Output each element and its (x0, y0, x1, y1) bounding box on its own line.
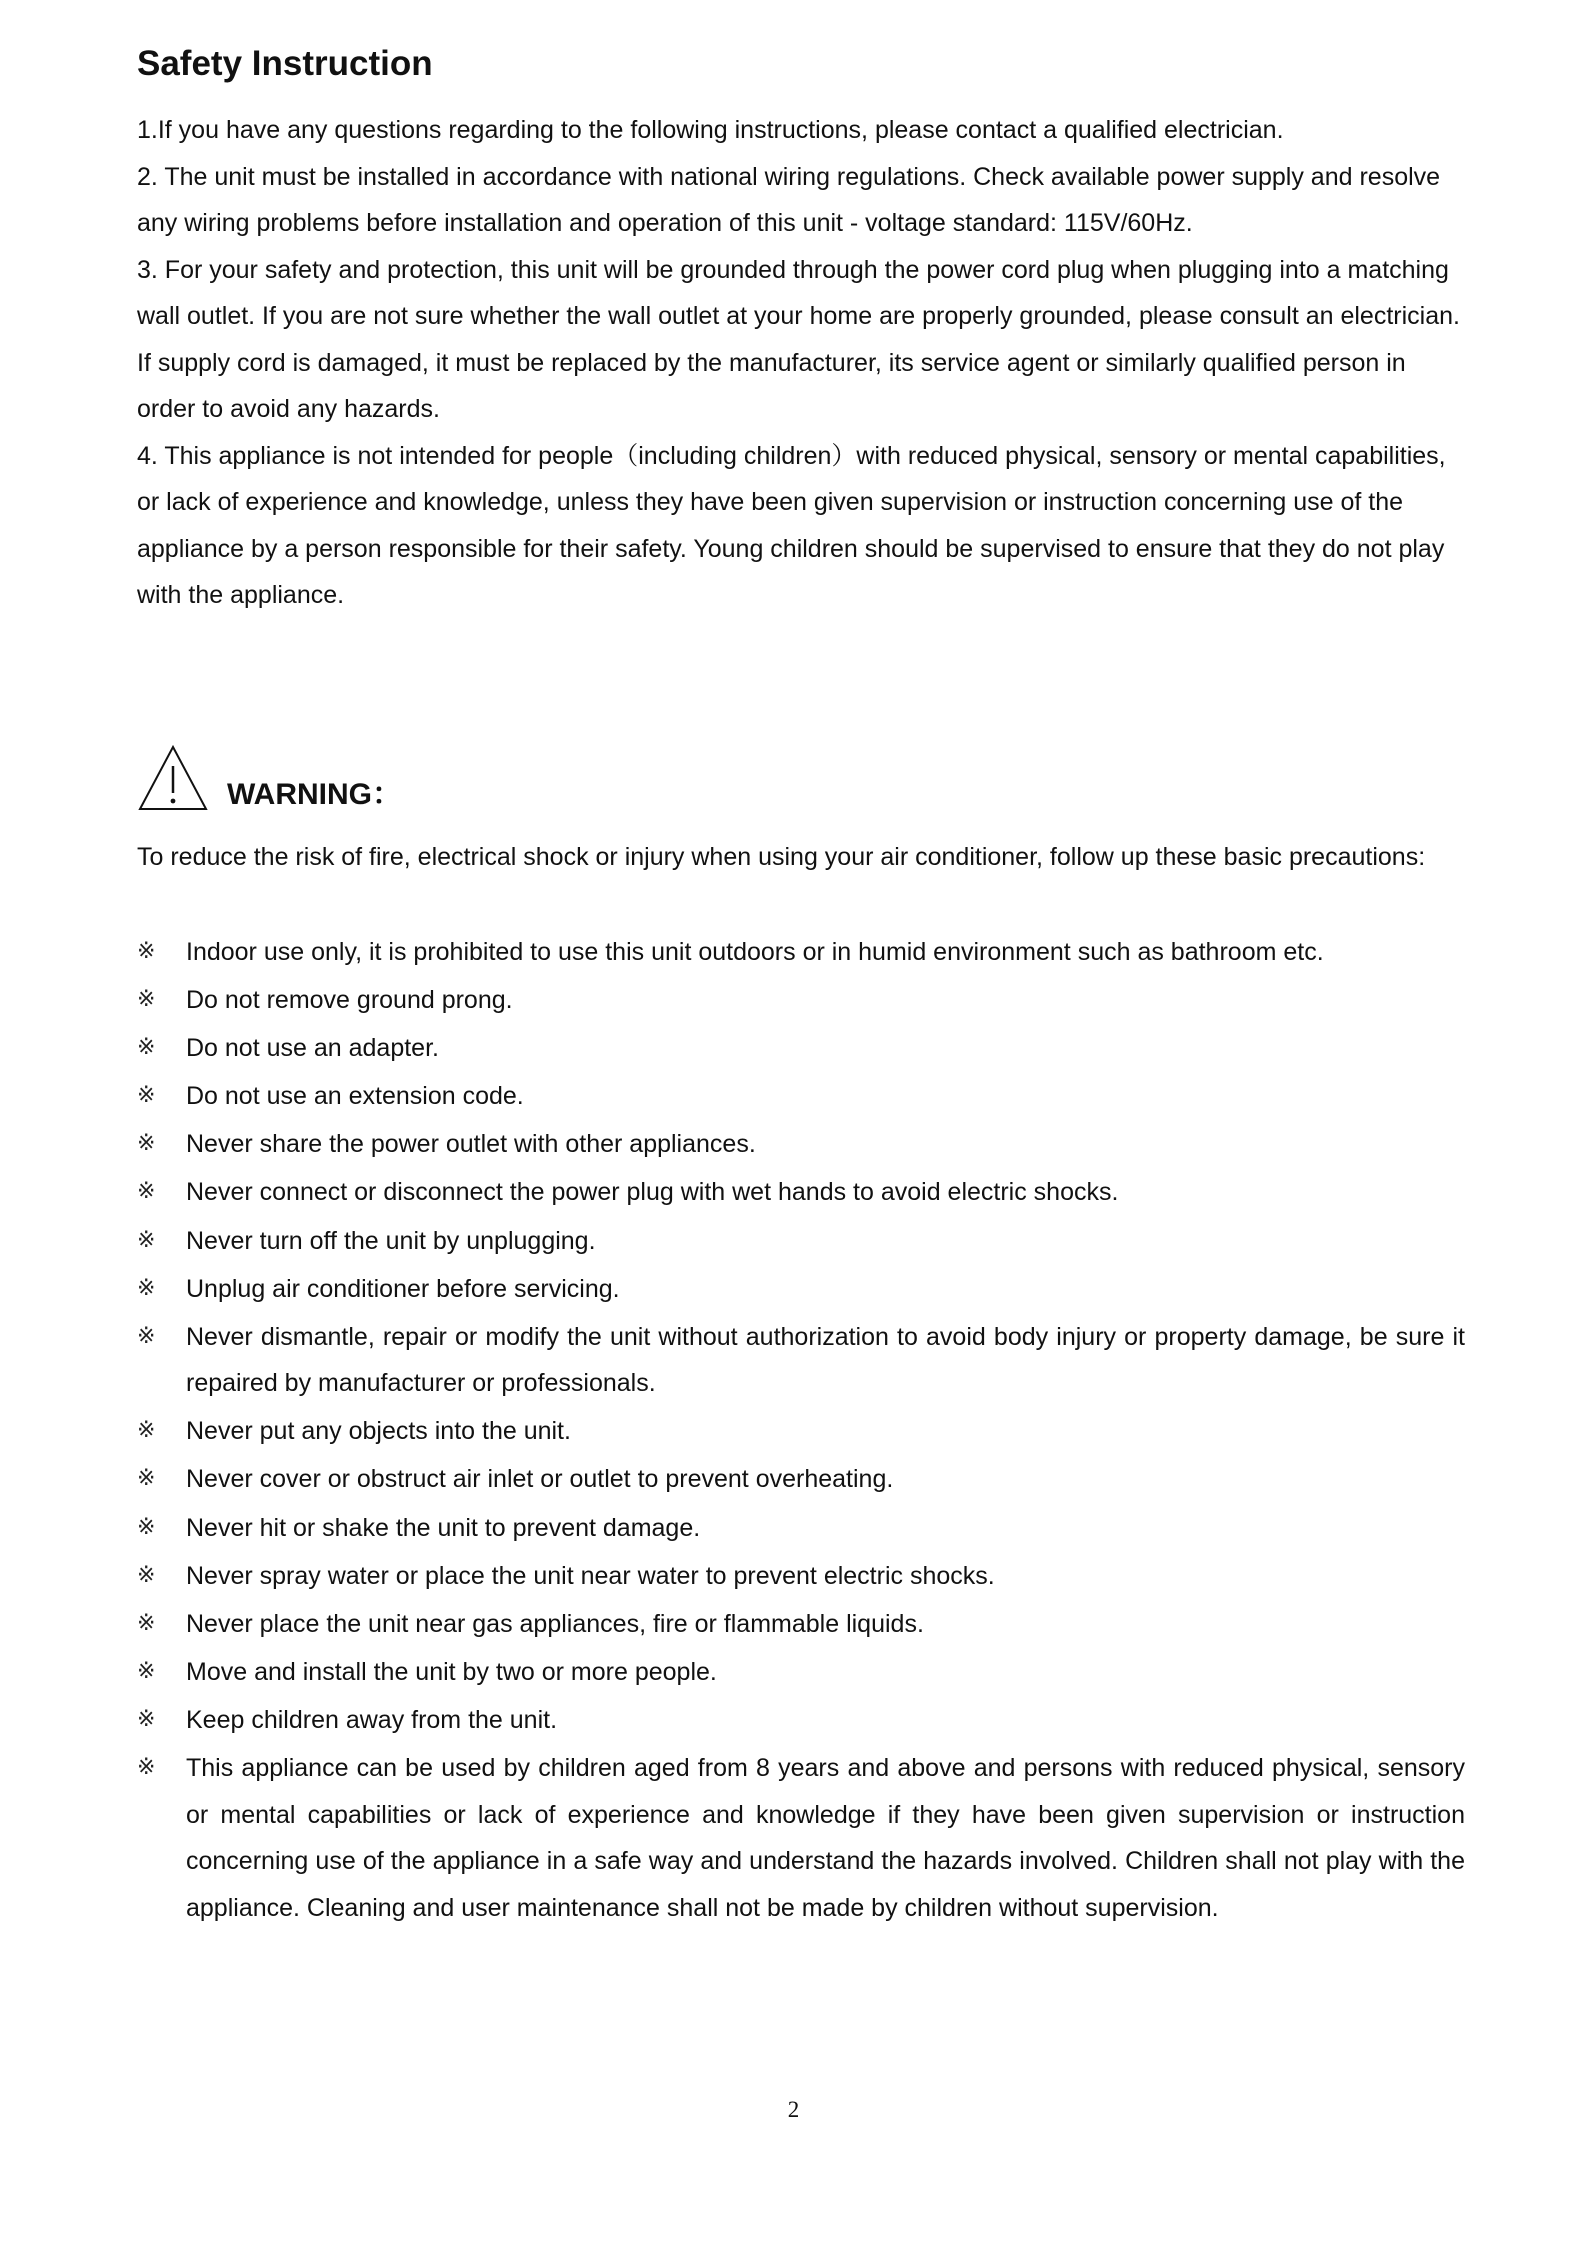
reference-mark-icon: ※ (137, 1035, 156, 1061)
reference-mark-icon: ※ (137, 1323, 156, 1349)
precaution-text: Never hit or shake the unit to prevent damage. (186, 1513, 701, 1542)
list-item (137, 1218, 1465, 1265)
precaution-text: Never dismantle, repair or modify the unit without authorization to avoid body injury or property damage, be sure it repaired by manufacturer or professionals. (186, 1322, 1465, 1398)
precaution-text: Unplug air conditioner before servicing. (186, 1274, 620, 1303)
reference-mark-icon: ※ (137, 1658, 156, 1684)
instruction-item: 1.If you have any questions regarding to the following instructions, please contact a qualified electrician. (137, 116, 1284, 144)
list-item (137, 1601, 1465, 1648)
list-item (137, 1553, 1465, 1600)
warning-label: WARNING： (227, 778, 402, 811)
precaution-text: Never cover or obstruct air inlet or outlet to prevent overheating. (186, 1465, 894, 1494)
reference-mark-icon: ※ (137, 1706, 156, 1732)
list-item (137, 1073, 1465, 1120)
precaution-text: Never share the power outlet with other appliances. (186, 1130, 756, 1159)
precaution-text: Do not use an extension code. (186, 1082, 524, 1111)
warning-intro: To reduce the risk of fire, electrical shock or injury when using your air conditioner, follow up these basic precautions: (137, 843, 1426, 871)
list-item (137, 1121, 1465, 1168)
reference-mark-icon: ※ (137, 1131, 156, 1157)
reference-mark-icon: ※ (137, 1275, 156, 1301)
reference-mark-icon: ※ (137, 1610, 156, 1636)
reference-mark-icon: ※ (137, 987, 156, 1013)
reference-mark-icon: ※ (137, 1514, 156, 1540)
page-title: Safety Instruction (137, 44, 433, 83)
list-item (137, 929, 1465, 976)
warning-heading (137, 742, 402, 812)
reference-mark-icon: ※ (137, 1227, 156, 1253)
list-item (137, 977, 1465, 1024)
list-item (137, 1649, 1465, 1696)
instruction-item: 2. The unit must be installed in accordance with national wiring regulations. Check available power supply and resolve any wiring problems before installation and operation of this unit - voltage standard: 115V/60Hz. (137, 162, 1441, 237)
precaution-text: Never connect or disconnect the power plug with wet hands to avoid electric shocks. (186, 1178, 1119, 1207)
precaution-text: Do not remove ground prong. (186, 986, 513, 1015)
precaution-text: Never spray water or place the unit near water to prevent electric shocks. (186, 1561, 995, 1590)
precaution-text: Move and install the unit by two or more people. (186, 1657, 717, 1686)
list-item (137, 1314, 1465, 1407)
safety-instructions-list (137, 107, 1467, 619)
precautions-list (137, 929, 1465, 1933)
warning-triangle-icon (137, 744, 209, 812)
precaution-text: Never turn off the unit by unplugging. (186, 1226, 596, 1255)
precaution-text: Never place the unit near gas appliances, fire or flammable liquids. (186, 1609, 924, 1638)
precaution-text: Indoor use only, it is prohibited to use this unit outdoors or in humid environment such as bathroom etc. (186, 938, 1324, 966)
instruction-item: 4. This appliance is not intended for people（including children）with reduced physical, sensory or mental capabilities, or lack of experience and knowledge, unless they have been given supervision or instruction concerning use of the appliance by a person responsible for their safety. Young children should be supervised to ensure that they do not play with the appliance. (137, 441, 1446, 609)
list-item (137, 1266, 1465, 1313)
reference-mark-icon: ※ (137, 1083, 156, 1109)
reference-mark-icon: ※ (137, 939, 156, 964)
precaution-text: Do not use an adapter. (186, 1034, 439, 1063)
reference-mark-icon: ※ (137, 1418, 156, 1444)
list-item (137, 1745, 1465, 1931)
precaution-text: This appliance can be used by children aged from 8 years and above and persons with reduced physical, sensory or mental capabilities or lack of experience and knowledge if they have been given supervision or instruction concerning use of the appliance in a safe way and understand the hazards involved. Children shall not play with the appliance. Cleaning and user maintenance shall not be made by children without supervision. (186, 1754, 1465, 1922)
precaution-text: Never put any objects into the unit. (186, 1417, 571, 1446)
reference-mark-icon: ※ (137, 1466, 156, 1492)
list-item (137, 1505, 1465, 1552)
reference-mark-icon: ※ (137, 1179, 156, 1205)
list-item (137, 1408, 1465, 1455)
reference-mark-icon: ※ (137, 1755, 156, 1780)
page-number: 2 (787, 2097, 800, 2122)
list-item (137, 1697, 1465, 1744)
precaution-text: Keep children away from the unit. (186, 1705, 558, 1734)
reference-mark-icon: ※ (137, 1562, 156, 1588)
list-item (137, 1456, 1465, 1503)
instruction-item: 3. For your safety and protection, this unit will be grounded through the power cord plug when plugging into a matching wall outlet. If you are not sure whether the wall outlet at your home are properly grounded, please consult an electrician. If supply cord is damaged, it must be replaced by the manufacturer, its service agent or similarly qualified person in order to avoid any hazards. (137, 255, 1460, 423)
list-item (137, 1169, 1465, 1216)
list-item (137, 1025, 1465, 1072)
